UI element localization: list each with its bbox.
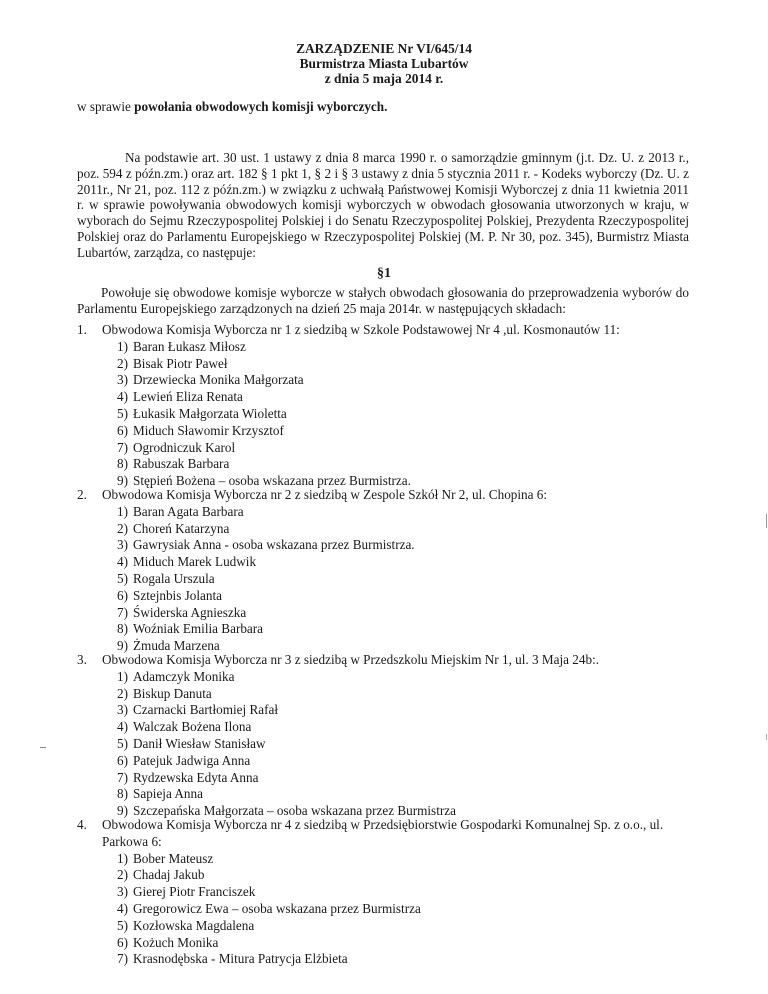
member-item bbox=[77, 951, 707, 968]
document-title: ZARZĄDZENIE Nr VI/645/14 bbox=[296, 41, 472, 56]
section-title: §1 bbox=[377, 266, 391, 281]
member-item bbox=[77, 851, 707, 868]
member-number: 1) bbox=[117, 850, 128, 866]
member-item bbox=[77, 935, 707, 952]
member-item bbox=[77, 423, 707, 440]
legal-basis-text: Na podstawie art. 30 ust. 1 ustawy z dnia 8 marca 1990 r. o samorządzie gminnym (j.t. Dz. U. z 2013 r., poz. 594 z późn.zm.) oraz art. 182 § 1 pkt 1, § 2 i § 3 ustawy z dnia 5 stycznia 2011 r. - Kodeks wyborczy (Dz. U. z 2011r., Nr 21, poz. 112 z późn.zm.) w związku z uchwałą Państwowej Komisji Wyborczej z dnia 11 kwietnia 2011 r. w sprawie powoływania obwodowych komisji wyborczych w obwodach głosowania utworzonych w kraju, w wyborach do Sejmu Rzeczypospolitej Polskiej i do Senatu Rzeczypospolitej Polskiej, Prezydenta Rzeczypospolitej Polskiej oraz do Parlamentu Europejskiego w Rzeczypospolitej Polskiej (M. P. Nr 30, poz. 345), Burmistrz Miasta Lubartów, zarządza, co następuje: bbox=[77, 150, 689, 260]
member-name: Woźniak Emilia Barbara bbox=[133, 621, 264, 637]
member-item bbox=[77, 339, 707, 356]
member-item bbox=[77, 901, 707, 918]
member-name: Baran Łukasz Miłosz bbox=[133, 338, 246, 354]
member-item bbox=[77, 521, 707, 538]
member-number: 3) bbox=[117, 702, 128, 718]
member-name: Miduch Marek Ludwik bbox=[133, 554, 257, 570]
scan-margin-mark bbox=[40, 747, 46, 748]
member-number: 5) bbox=[117, 735, 128, 751]
member-number: 5) bbox=[117, 570, 128, 586]
member-item bbox=[77, 389, 707, 406]
member-item bbox=[77, 786, 707, 803]
member-item bbox=[77, 504, 707, 521]
member-number: 9) bbox=[117, 638, 128, 654]
member-number: 6) bbox=[117, 934, 128, 950]
member-item bbox=[77, 588, 707, 605]
member-number: 2) bbox=[117, 520, 128, 536]
member-number: 4) bbox=[117, 719, 128, 735]
document-subject bbox=[77, 99, 387, 115]
member-name: Adamczyk Monika bbox=[133, 668, 235, 684]
member-item bbox=[77, 719, 707, 736]
member-number: 4) bbox=[117, 554, 128, 570]
member-name: Łukasik Małgorzata Wioletta bbox=[133, 405, 287, 421]
member-name: Baran Agata Barbara bbox=[133, 503, 244, 519]
member-number: 7) bbox=[117, 439, 128, 455]
member-list bbox=[77, 851, 707, 969]
member-number: 4) bbox=[117, 389, 128, 405]
member-name: Kozłowska Magdalena bbox=[133, 917, 255, 933]
commission-title: Obwodowa Komisja Wyborcza nr 3 z siedzibą w Przedszkolu Miejskim Nr 1, ul. 3 Maja 24b:. bbox=[102, 652, 600, 667]
commission-heading bbox=[77, 322, 707, 339]
commission-4 bbox=[77, 817, 707, 968]
section-intro bbox=[77, 285, 689, 317]
member-item bbox=[77, 456, 707, 473]
member-item bbox=[77, 621, 707, 638]
member-name: Biskup Danuta bbox=[133, 685, 212, 701]
member-number: 4) bbox=[117, 900, 128, 916]
member-item bbox=[77, 686, 707, 703]
member-name: Chadaj Jakub bbox=[133, 867, 205, 883]
commission-number: 1. bbox=[77, 322, 87, 337]
commission-title: Obwodowa Komisja Wyborcza nr 2 z siedzibą w Zespole Szkół Nr 2, ul. Chopina 6: bbox=[102, 487, 548, 502]
member-name: Sapieja Anna bbox=[133, 786, 203, 802]
member-number: 2) bbox=[117, 685, 128, 701]
member-number: 9) bbox=[117, 473, 128, 489]
commission-3 bbox=[77, 652, 707, 820]
member-number: 7) bbox=[117, 769, 128, 785]
member-item bbox=[77, 702, 707, 719]
member-name: Gregorowicz Ewa – osoba wskazana przez Burmistrza bbox=[133, 900, 421, 916]
member-item bbox=[77, 356, 707, 373]
member-list bbox=[77, 504, 707, 655]
member-number: 6) bbox=[117, 752, 128, 768]
commission-heading bbox=[77, 817, 707, 851]
member-item bbox=[77, 884, 707, 901]
member-name: Rogala Urszula bbox=[133, 570, 215, 586]
member-number: 2) bbox=[117, 867, 128, 883]
scan-edge-mark bbox=[766, 514, 767, 528]
scan-edge-mark bbox=[766, 734, 767, 740]
member-number: 1) bbox=[117, 338, 128, 354]
member-number: 2) bbox=[117, 355, 128, 371]
member-list bbox=[77, 669, 707, 820]
member-name: Bisak Piotr Paweł bbox=[133, 355, 228, 371]
member-list bbox=[77, 339, 707, 490]
document-issuer: Burmistrza Miasta Lubartów bbox=[299, 56, 469, 71]
member-name: Kożuch Monika bbox=[133, 934, 219, 950]
commission-number: 4. bbox=[77, 817, 87, 832]
member-name: Świderska Agnieszka bbox=[133, 604, 247, 620]
member-name: Rabuszak Barbara bbox=[133, 456, 230, 472]
member-item bbox=[77, 918, 707, 935]
member-number: 3) bbox=[117, 884, 128, 900]
member-item bbox=[77, 867, 707, 884]
member-item bbox=[77, 372, 707, 389]
member-item bbox=[77, 669, 707, 686]
legal-basis bbox=[77, 150, 689, 261]
member-item bbox=[77, 537, 707, 554]
member-name: Bober Mateusz bbox=[133, 850, 214, 866]
member-number: 7) bbox=[117, 604, 128, 620]
member-item bbox=[77, 753, 707, 770]
commission-title: Obwodowa Komisja Wyborcza nr 4 z siedzibą w Przedsiębiorstwie Gospodarki Komunalnej Sp. z o.o., ul. Parkowa 6: bbox=[102, 817, 664, 849]
member-number: 8) bbox=[117, 786, 128, 802]
member-name: Walczak Bożena Ilona bbox=[133, 719, 252, 735]
member-name: Drzewiecka Monika Małgorzata bbox=[133, 372, 304, 388]
member-item bbox=[77, 736, 707, 753]
document-header bbox=[0, 41, 768, 86]
member-name: Krasnodębska - Mitura Patrycja Elżbieta bbox=[133, 951, 348, 967]
member-number: 8) bbox=[117, 621, 128, 637]
member-name: Miduch Sławomir Krzysztof bbox=[133, 422, 284, 438]
member-number: 6) bbox=[117, 422, 128, 438]
commission-number: 3. bbox=[77, 652, 87, 667]
member-name: Choreń Katarzyna bbox=[133, 520, 230, 536]
member-name: Patejuk Jadwiga Anna bbox=[133, 752, 251, 768]
member-name: Żmuda Marzena bbox=[133, 638, 220, 654]
member-item bbox=[77, 770, 707, 787]
commission-title: Obwodowa Komisja Wyborcza nr 1 z siedzibą w Szkole Podstawowej Nr 4 ,ul. Kosmonautów 11: bbox=[102, 322, 620, 337]
member-name: Gawrysiak Anna - osoba wskazana przez Burmistrza. bbox=[133, 537, 415, 553]
member-number: 8) bbox=[117, 456, 128, 472]
member-name: Szczepańska Małgorzata – osoba wskazana przez Burmistrza bbox=[133, 803, 456, 819]
commission-heading bbox=[77, 652, 707, 669]
member-name: Ogrodniczuk Karol bbox=[133, 439, 236, 455]
member-number: 5) bbox=[117, 405, 128, 421]
commission-heading bbox=[77, 487, 707, 504]
member-item bbox=[77, 554, 707, 571]
member-number: 3) bbox=[117, 372, 128, 388]
member-name: Sztejnbis Jolanta bbox=[133, 587, 223, 603]
member-number: 1) bbox=[117, 503, 128, 519]
member-number: 1) bbox=[117, 668, 128, 684]
section-intro-text: Powołuje się obwodowe komisje wyborcze w stałych obwodach głosowania do przeprowadzenia wyborów do Parlamentu Europejskiego zarządzonych na dzień 25 maja 2014r. w następujących składach: bbox=[77, 285, 689, 316]
member-number: 5) bbox=[117, 917, 128, 933]
commission-1 bbox=[77, 322, 707, 490]
member-item bbox=[77, 406, 707, 423]
document-date: z dnia 5 maja 2014 r. bbox=[324, 71, 444, 86]
commission-number: 2. bbox=[77, 487, 87, 502]
member-name: Danił Wiesław Stanisław bbox=[133, 735, 266, 751]
member-name: Rydzewska Edyta Anna bbox=[133, 769, 259, 785]
subject-prefix: w sprawie bbox=[77, 99, 131, 114]
member-name: Gierej Piotr Franciszek bbox=[133, 884, 256, 900]
commission-2 bbox=[77, 487, 707, 655]
member-item bbox=[77, 605, 707, 622]
member-number: 6) bbox=[117, 587, 128, 603]
member-number: 7) bbox=[117, 951, 128, 967]
subject-text: powołania obwodowych komisji wyborczych. bbox=[134, 99, 388, 114]
member-number: 9) bbox=[117, 803, 128, 819]
member-name: Lewień Eliza Renata bbox=[133, 389, 243, 405]
member-item bbox=[77, 440, 707, 457]
member-number: 3) bbox=[117, 537, 128, 553]
member-item bbox=[77, 571, 707, 588]
member-name: Czarnacki Bartłomiej Rafał bbox=[133, 702, 279, 718]
member-name: Stępień Bożena – osoba wskazana przez Burmistrza. bbox=[133, 473, 411, 489]
